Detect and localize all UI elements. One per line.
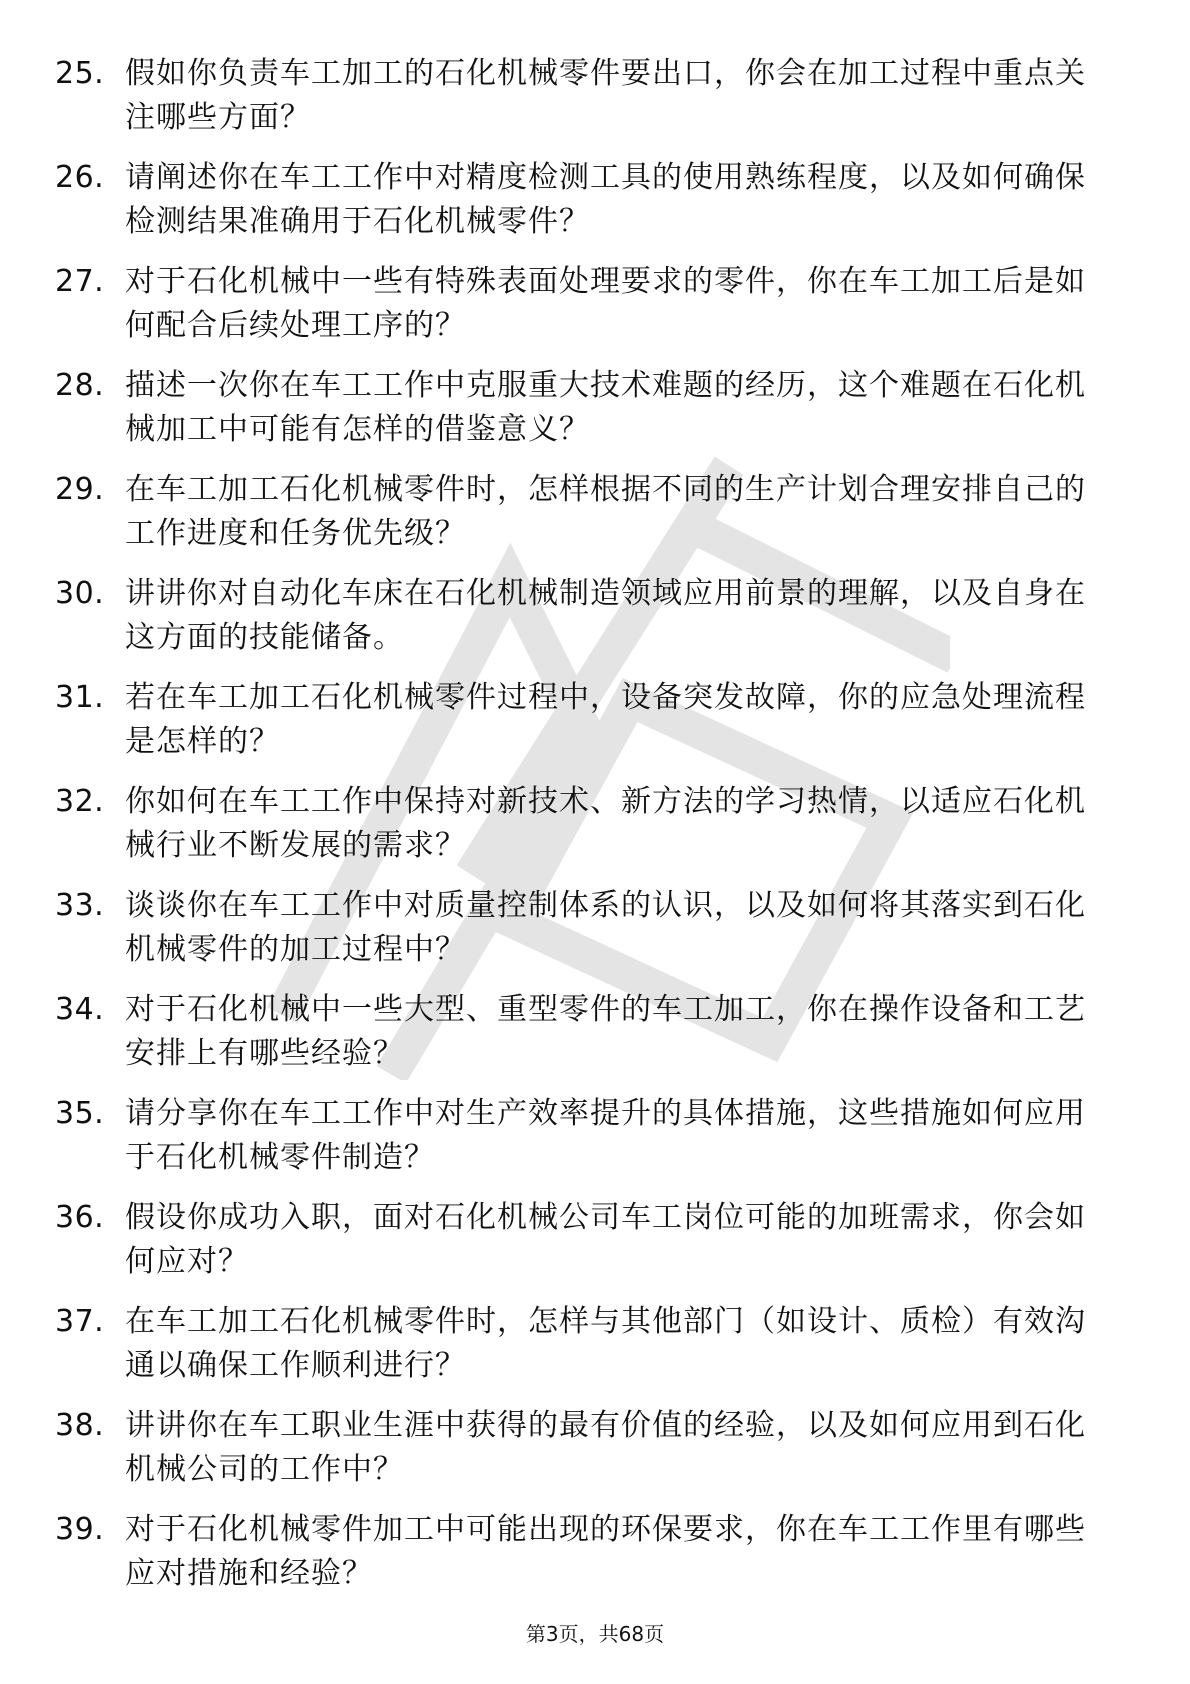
question-text: 对于石化机械零件加工中可能出现的环保要求，你在车工工作里有哪些应对措施和经验？ <box>125 1512 1086 1591</box>
question-text: 若在车工加工石化机械零件过程中，设备突发故障，你的应急处理流程是怎样的？ <box>125 680 1086 759</box>
list-item <box>55 1300 1115 1404</box>
list-item <box>55 52 1115 156</box>
question-text: 在车工加工石化机械零件时，怎样根据不同的生产计划合理安排自己的工作进度和任务优先级？ <box>125 472 1086 551</box>
question-text: 对于石化机械中一些大型、重型零件的车工加工，你在操作设备和工艺安排上有哪些经验？ <box>125 992 1086 1071</box>
question-text: 假设你成功入职，面对石化机械公司车工岗位可能的加班需求，你会如何应对？ <box>125 1200 1086 1279</box>
list-item <box>55 780 1115 884</box>
list-item <box>55 156 1115 260</box>
question-number: 38. <box>55 1408 105 1443</box>
question-number: 33. <box>55 888 105 923</box>
question-text: 请阐述你在车工工作中对精度检测工具的使用熟练程度，以及如何确保检测结果准确用于石化机械零件？ <box>125 160 1086 239</box>
question-number: 26. <box>55 160 105 195</box>
question-number: 30. <box>55 576 105 611</box>
question-number: 35. <box>55 1096 105 1131</box>
list-item <box>55 988 1115 1092</box>
question-number: 28. <box>55 368 105 403</box>
question-text: 你如何在车工工作中保持对新技术、新方法的学习热情，以适应石化机械行业不断发展的需求？ <box>125 784 1086 863</box>
question-number: 36. <box>55 1200 105 1235</box>
question-number: 34. <box>55 992 105 1027</box>
list-item <box>55 572 1115 676</box>
question-number: 32. <box>55 784 105 819</box>
list-item <box>55 364 1115 468</box>
question-number: 31. <box>55 680 105 715</box>
question-number: 39. <box>55 1512 105 1547</box>
question-number: 37. <box>55 1304 105 1339</box>
list-item <box>55 1092 1115 1196</box>
question-number: 25. <box>55 56 105 91</box>
question-number: 27. <box>55 264 105 299</box>
list-item <box>55 468 1115 572</box>
list-item <box>55 1196 1115 1300</box>
question-text: 讲讲你对自动化车床在石化机械制造领域应用前景的理解，以及自身在这方面的技能储备。 <box>125 576 1086 655</box>
question-text: 谈谈你在车工工作中对质量控制体系的认识，以及如何将其落实到石化机械零件的加工过程中？ <box>125 888 1086 967</box>
list-item <box>55 1508 1115 1612</box>
page-number: 第3页，共68页 <box>525 1622 665 1646</box>
question-number: 29. <box>55 472 105 507</box>
question-text: 讲讲你在车工职业生涯中获得的最有价值的经验，以及如何应用到石化机械公司的工作中？ <box>125 1408 1086 1487</box>
list-item <box>55 884 1115 988</box>
question-text: 假如你负责车工加工的石化机械零件要出口，你会在加工过程中重点关注哪些方面？ <box>125 56 1086 135</box>
question-text: 请分享你在车工工作中对生产效率提升的具体措施，这些措施如何应用于石化机械零件制造？ <box>125 1096 1086 1175</box>
question-text: 描述一次你在车工工作中克服重大技术难题的经历，这个难题在石化机械加工中可能有怎样的借鉴意义？ <box>125 368 1086 447</box>
question-list <box>55 52 1115 1612</box>
question-text: 对于石化机械中一些有特殊表面处理要求的零件，你在车工加工后是如何配合后续处理工序的？ <box>125 264 1086 343</box>
list-item <box>55 260 1115 364</box>
question-text: 在车工加工石化机械零件时，怎样与其他部门（如设计、质检）有效沟通以确保工作顺利进行？ <box>125 1304 1086 1383</box>
list-item <box>55 676 1115 780</box>
list-item <box>55 1404 1115 1508</box>
